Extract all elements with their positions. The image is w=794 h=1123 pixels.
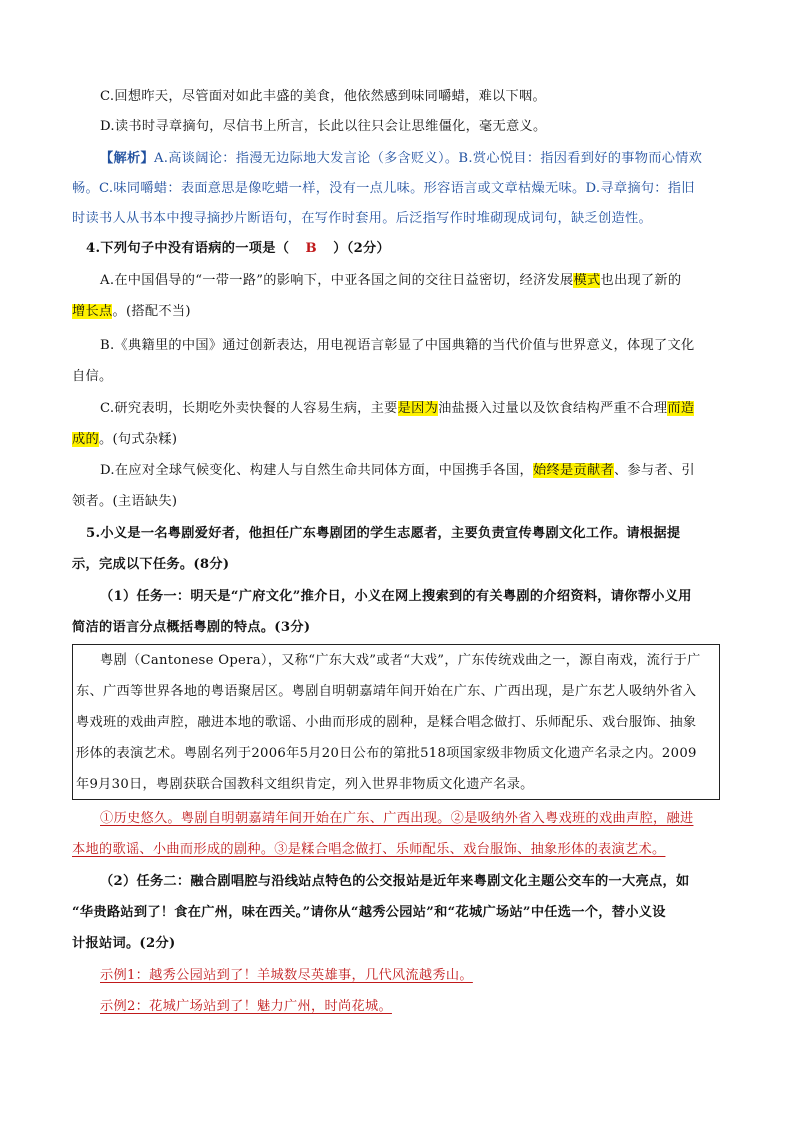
q5-task2-line-2: “华贵路站到了！食在广州，味在西关。”请你从“越秀公园站”和“花城广场站”中任选一个，替小义设 [72, 905, 666, 920]
q5-stem-line-2: 示，完成以下任务。(8分) [72, 557, 230, 572]
q3-analysis-line-1 [100, 150, 702, 168]
q3-option-c: C.回想昨天，尽管面对如此丰盛的美食，他依然感到味同嚼蜡，难以下咽。 [100, 89, 547, 104]
analysis-tag: 【解析】 [100, 151, 154, 166]
q4-answer: B [305, 241, 317, 256]
q4-a-text-2: 也出现了新的 [600, 273, 682, 288]
q4-c-highlight-1: 是因为 [397, 401, 439, 416]
q4-a-text: A.在中国倡导的“一带一路”的影响下，中亚各国之间的交往日益密切，经济发展 [100, 273, 574, 288]
q3-analysis-line-2: 畅。C.味同嚼蜡：表面意思是像吃蜡一样，没有一点儿味。形容语言或文章枯燥无味。D.寻章摘句：指旧 [72, 181, 695, 196]
q4-d-text-2: 、参与者、引 [613, 463, 695, 478]
q5-stem-line-1: 5.小义是一名粤剧爱好者，他担任广东粤剧团的学生志愿者，主要负责宣传粤剧文化工作。请根据提 [86, 526, 681, 541]
q4-option-d-line-1 [100, 462, 695, 480]
task1-answer-text-1: ①历史悠久。粤剧自明朝嘉靖年间开始在广东、广西出现。②是吸纳外省入粤戏班的戏曲声腔，融进 [100, 811, 694, 826]
task2-example-1-text: 示例1：越秀公园站到了！羊城数尽英雄事，几代风流越秀山。 [100, 968, 473, 983]
material-line-1: 粤剧（Cantonese Opera），又称“广东大戏”或者“大戏”，广东传统戏曲之一，源自南戏，流行于广 [100, 653, 701, 668]
material-line-4: 形体的表演艺术。粤剧名列于2006年5月20日公布的第批518项国家级非物质文化遗产名录之内。2009 [76, 746, 697, 761]
q4-a-note: 。(搭配不当) [112, 304, 191, 319]
q5-task1-line-1: （1）任务一：明天是“广府文化”推介日，小义在网上搜索到的有关粤剧的介绍资料，请你帮小义用 [100, 589, 692, 604]
q5-task1-line-2: 简洁的语言分点概括粤剧的特点。(3分) [72, 620, 311, 635]
q3-option-d: D.读书时寻章摘句，尽信书上所言，长此以往只会让思维僵化，毫无意义。 [100, 119, 547, 134]
q4-stem-after: ）（2分） [333, 241, 391, 256]
task1-answer-line-1 [100, 810, 693, 828]
q4-option-c-line-2 [72, 431, 177, 449]
material-line-3: 粤戏班的戏曲声腔，融进本地的歌谣、小曲而形成的剧种，是糅合唱念做打、乐师配乐、戏台服饰、抽象 [76, 715, 697, 730]
analysis-text-1: A.高谈阔论：指漫无边际地大发言论（多含贬义）。B.赏心悦目：指因看到好的事物而心情欢 [153, 151, 703, 166]
q4-d-text: D.在应对全球气候变化、构建人与自然生命共同体方面，中国携手各国， [100, 463, 534, 478]
material-line-2: 东、广西等世界各地的粤语聚居区。粤剧自明朝嘉靖年间开始在广东、广西出现，是广东艺人吸纳外省入 [76, 684, 697, 699]
q4-stem-before: 4.下列句子中没有语病的一项是（ [86, 241, 290, 256]
q4-c-highlight-2: 而造 [667, 401, 695, 416]
q4-c-note: 。(句式杂糅) [98, 432, 178, 447]
q4-c-highlight-3: 成的 [72, 432, 99, 447]
task2-example-2 [100, 998, 392, 1016]
q4-option-a-line-2 [72, 303, 191, 321]
q3-analysis-line-3: 时读书人从书本中搜寻摘抄片断语句，在写作时套用。后泛指写作时堆砌现成词句，缺乏创造性。 [72, 211, 652, 226]
q4-option-a-line-1 [100, 272, 681, 290]
task1-answer-text-2: 本地的歌谣、小曲而形成的剧种。③是糅合唱念做打、乐师配乐、戏台服饰、抽象形体的表演艺术。 [72, 842, 666, 857]
task1-answer-line-2 [72, 841, 665, 859]
q4-stem [86, 240, 390, 258]
q4-c-text: C.研究表明，长期吃外卖快餐的人容易生病，主要 [100, 401, 398, 416]
q4-a-highlight-2: 增长点 [72, 304, 113, 319]
task2-example-2-text: 示例2：花城广场站到了！魅力广州，时尚花城。 [100, 999, 392, 1014]
q5-task2-line-3: 计报站词。(2分) [72, 936, 176, 951]
q4-option-d-line-2: 领者。(主语缺失) [72, 494, 178, 509]
q5-task2-line-1: （2）任务二：融合剧唱腔与沿线站点特色的公交报站是近年来粤剧文化主题公交车的一大亮点，如 [100, 874, 690, 889]
q4-c-text-2: 油盐摄入过量以及饮食结构严重不合理 [438, 401, 668, 416]
q4-option-b-line-1: B.《典籍里的中国》通过创新表达，用电视语言彰显了中国典籍的当代价值与世界意义，体现了文化 [100, 338, 695, 353]
q4-option-c-line-1 [100, 400, 694, 418]
task2-example-1 [100, 967, 473, 985]
q4-a-highlight-1: 模式 [573, 273, 601, 288]
q4-option-b-line-2: 自信。 [72, 369, 113, 384]
q4-d-highlight: 始终是贡献者 [533, 463, 614, 478]
material-line-5: 年9月30日，粤剧获联合国教科文组织肯定，列入世界非物质文化遗产名录。 [76, 777, 534, 792]
